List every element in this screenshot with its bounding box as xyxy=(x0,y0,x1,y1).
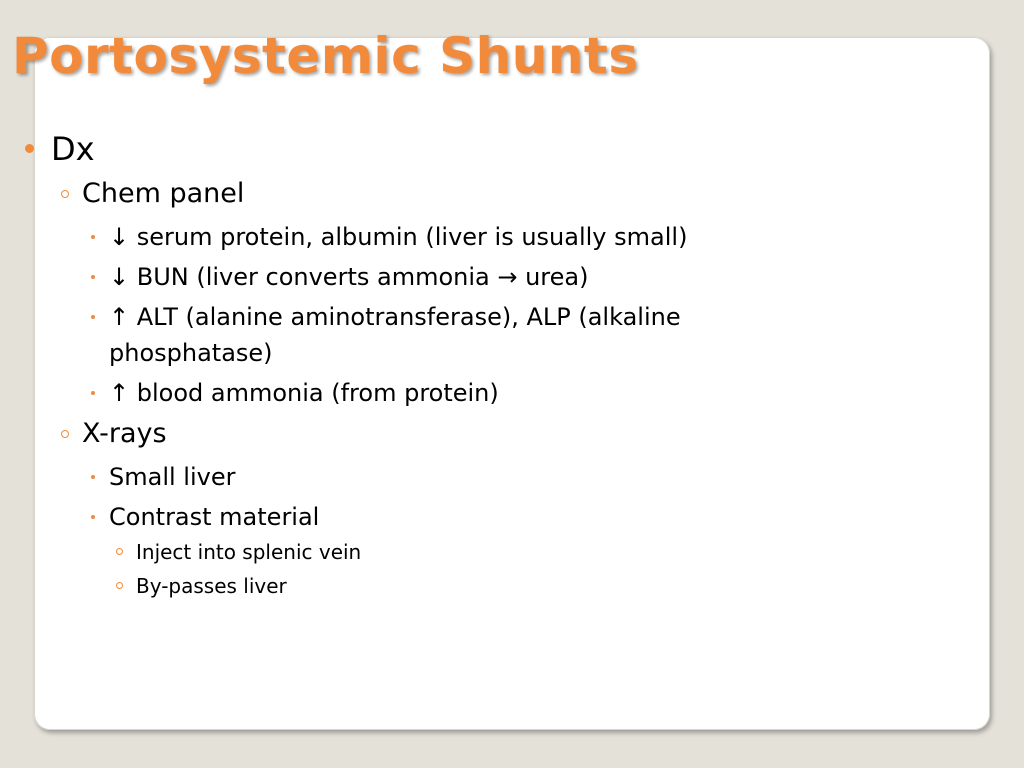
outline-item-inject-splenic-vein: Inject into splenic vein xyxy=(136,540,362,564)
outline-item-xrays: X-rays xyxy=(82,418,167,449)
bullet-small-dot-icon xyxy=(91,235,95,239)
bullet-small-dot-icon xyxy=(91,275,95,279)
outline-item-bypasses-liver: By-passes liver xyxy=(136,574,287,598)
bullet-ring-icon xyxy=(61,190,69,198)
outline-item-blood-ammonia: ↑ blood ammonia (from protein) xyxy=(109,379,499,407)
bullet-ring-icon xyxy=(116,582,123,589)
outline-item-serum-protein: ↓ serum protein, albumin (liver is usually small) xyxy=(109,223,688,251)
outline-item-dx: Dx xyxy=(51,130,95,168)
bullet-ring-icon xyxy=(61,430,69,438)
outline-item-bun: ↓ BUN (liver converts ammonia → urea) xyxy=(109,263,589,291)
outline-item-small-liver: Small liver xyxy=(109,463,236,491)
bullet-small-dot-icon xyxy=(91,515,95,519)
outline-item-chem-panel: Chem panel xyxy=(82,178,245,209)
outline-item-contrast-material: Contrast material xyxy=(109,503,320,531)
bullet-ring-icon xyxy=(116,548,123,555)
outline-item-alt-alp-continued: phosphatase) xyxy=(109,339,273,367)
outline-item-alt-alp: ↑ ALT (alanine aminotransferase), ALP (alkaline xyxy=(109,303,681,331)
slide-title: Portosystemic Shunts xyxy=(12,27,639,85)
bullet-small-dot-icon xyxy=(91,475,95,479)
bullet-small-dot-icon xyxy=(91,391,95,395)
bullet-small-dot-icon xyxy=(91,315,95,319)
bullet-dot-icon xyxy=(25,144,34,153)
